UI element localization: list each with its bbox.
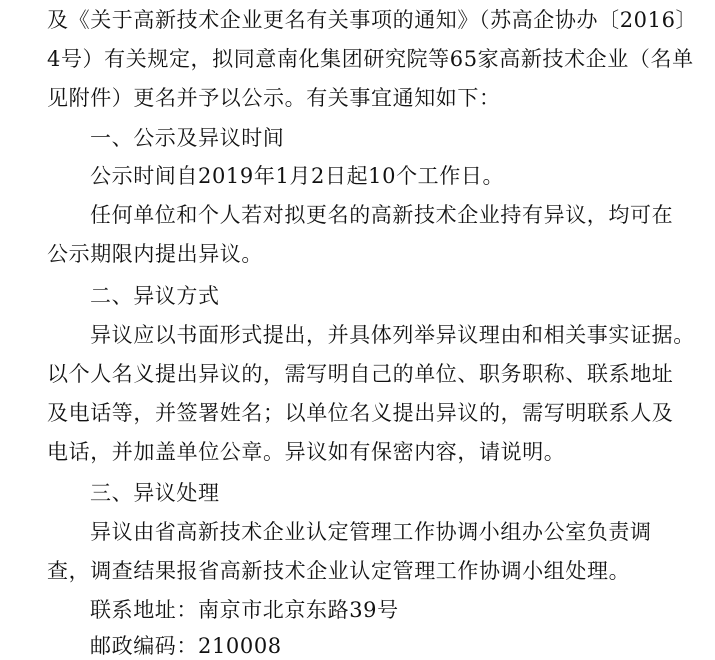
section-heading-publicity-time: 一、公示及异议时间 [90, 126, 285, 150]
paragraph-line: 及《关于高新技术企业更名有关事项的通知》（苏高企协办〔2016〕 [47, 8, 698, 32]
paragraph-line: 异议应以书面形式提出，并具体列举异议理由和相关事实证据。 [90, 323, 695, 347]
paragraph-line: 查，调查结果报省高新技术企业认定管理工作协调小组处理。 [47, 559, 631, 583]
section-heading-objection-method: 二、异议方式 [90, 284, 220, 308]
paragraph-line: 以个人名义提出异议的，需写明自己的单位、职务职称、联系地址 [47, 362, 674, 386]
postal-code: 邮政编码：210008 [90, 634, 282, 658]
paragraph-line: 电话，并加盖单位公章。异议如有保密内容，请说明。 [47, 440, 566, 464]
paragraph-line: 及电话等，并签署姓名；以单位名义提出异议的，需写明联系人及 [47, 401, 674, 425]
section-heading-objection-handling: 三、异议处理 [90, 481, 220, 505]
paragraph-line: 异议由省高新技术企业认定管理工作协调小组办公室负责调 [90, 520, 652, 544]
paragraph-line: 任何单位和个人若对拟更名的高新技术企业持有异议，均可在 [90, 203, 674, 227]
paragraph-line: 公示期限内提出异议。 [47, 242, 263, 266]
paragraph-line: 4号）有关规定，拟同意南化集团研究院等65家高新技术企业（名单 [47, 47, 694, 71]
paragraph-line: 公示时间自2019年1月2日起10个工作日。 [90, 164, 505, 188]
contact-address: 联系地址：南京市北京东路39号 [90, 598, 399, 622]
paragraph-line: 见附件）更名并予以公示。有关事宜通知如下： [47, 86, 501, 110]
